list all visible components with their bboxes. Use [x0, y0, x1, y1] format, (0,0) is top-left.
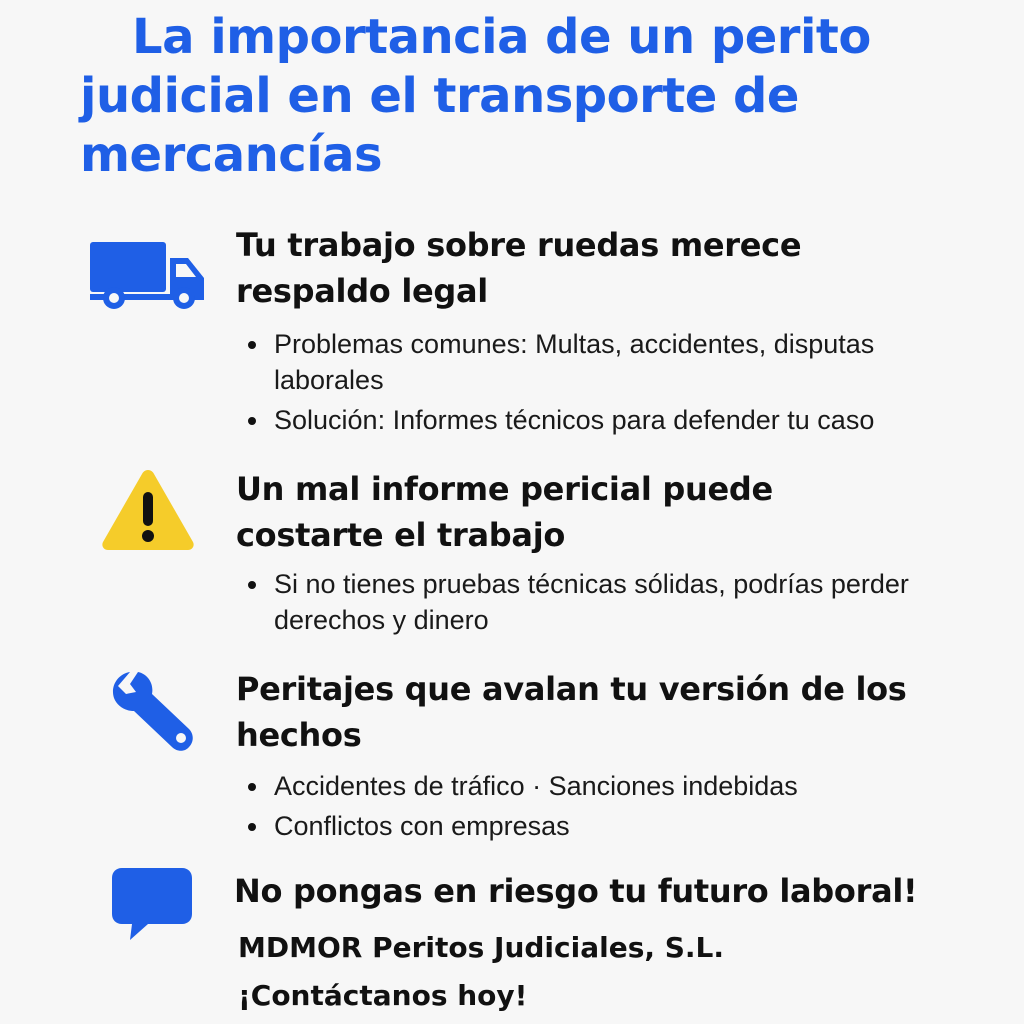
warning-icon [100, 466, 196, 552]
truck-icon [88, 240, 208, 312]
bullet-list [244, 768, 964, 848]
heading-line: hechos [236, 716, 362, 754]
section-heading [236, 466, 956, 558]
list-item: Solución: Informes técnicos para defender tu caso [244, 402, 964, 438]
wrench-icon [108, 668, 198, 754]
section-heading [236, 666, 956, 758]
title-line-3: mercancías [80, 127, 383, 183]
title-line-2: judicial en el transporte de [80, 68, 799, 124]
section-heading [236, 222, 956, 314]
list-item: Conflictos con empresas [244, 808, 964, 844]
company-name: MDMOR Peritos Judiciales, S.L. [238, 931, 725, 964]
heading-line: Peritajes que avalan tu versión de los [236, 670, 907, 708]
page-title [80, 8, 980, 185]
contact-call: ¡Contáctanos hoy! [238, 979, 528, 1012]
bullet-list [244, 326, 964, 442]
title-line-1: La importancia de un perito [132, 9, 871, 65]
list-item: Problemas comunes: Multas, accidentes, disputas laborales [244, 326, 964, 398]
bullet-list [244, 566, 964, 642]
cta-headline: No pongas en riesgo tu futuro laboral! [234, 872, 918, 910]
heading-line: costarte el trabajo [236, 516, 566, 554]
list-item: Accidentes de tráfico · Sanciones indebidas [244, 768, 964, 804]
list-item: Si no tienes pruebas técnicas sólidas, podrías perder derechos y dinero [244, 566, 964, 638]
heading-line: respaldo legal [236, 272, 488, 310]
chat-bubble-icon [110, 866, 194, 944]
heading-line: Tu trabajo sobre ruedas merece [236, 226, 802, 264]
heading-line: Un mal informe pericial puede [236, 470, 773, 508]
